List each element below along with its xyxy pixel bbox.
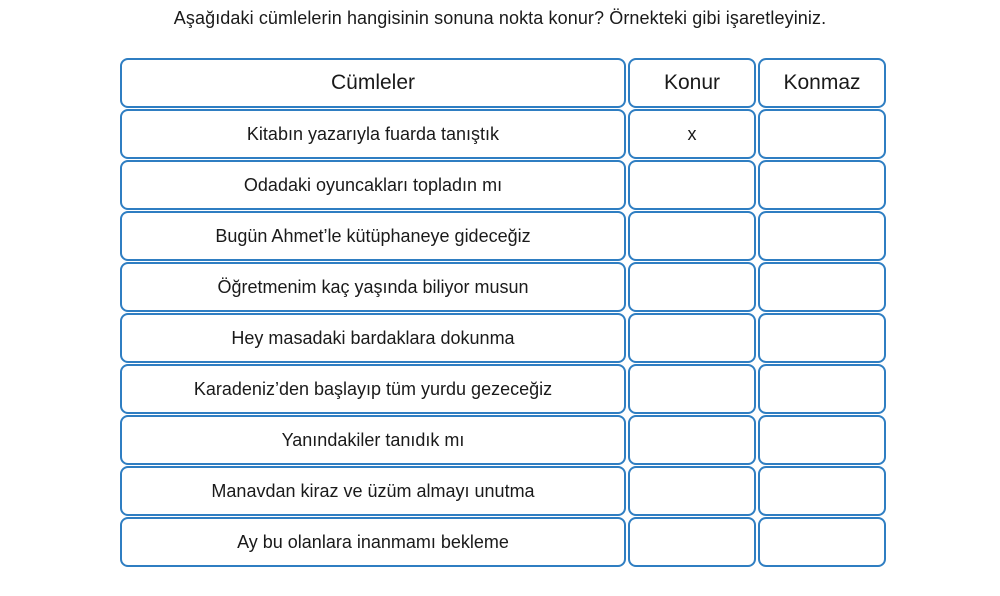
konmaz-checkbox-cell[interactable] <box>758 466 886 516</box>
sentence-cell: Bugün Ahmet’le kütüphaneye gideceğiz <box>120 211 626 261</box>
table-row <box>120 466 886 516</box>
konur-checkbox-cell[interactable] <box>628 517 756 567</box>
konur-checkbox-cell[interactable] <box>628 160 756 210</box>
konur-checkbox-cell[interactable] <box>628 364 756 414</box>
table-row <box>120 517 886 567</box>
konmaz-checkbox-cell[interactable] <box>758 109 886 159</box>
header-konmaz: Konmaz <box>758 58 886 108</box>
table-row <box>120 415 886 465</box>
sentence-cell: Ay bu olanlara inanmamı bekleme <box>120 517 626 567</box>
table-row <box>120 160 886 210</box>
table-row <box>120 364 886 414</box>
konmaz-checkbox-cell[interactable] <box>758 517 886 567</box>
konur-checkbox-cell[interactable] <box>628 262 756 312</box>
sentence-cell: Yanındakiler tanıdık mı <box>120 415 626 465</box>
konmaz-checkbox-cell[interactable] <box>758 160 886 210</box>
konmaz-checkbox-cell[interactable] <box>758 364 886 414</box>
sentence-cell: Odadaki oyuncakları topladın mı <box>120 160 626 210</box>
table-row <box>120 211 886 261</box>
konmaz-checkbox-cell[interactable] <box>758 313 886 363</box>
sentence-cell: Hey masadaki bardaklara dokunma <box>120 313 626 363</box>
sentence-cell: Manavdan kiraz ve üzüm almayı unutma <box>120 466 626 516</box>
sentence-cell: Kitabın yazarıyla fuarda tanıştık <box>120 109 626 159</box>
konur-checkbox-cell[interactable] <box>628 211 756 261</box>
table-row <box>120 262 886 312</box>
sentence-cell: Öğretmenim kaç yaşında biliyor musun <box>120 262 626 312</box>
konmaz-checkbox-cell[interactable] <box>758 211 886 261</box>
konur-checkbox-cell[interactable]: x <box>628 109 756 159</box>
konur-checkbox-cell[interactable] <box>628 466 756 516</box>
konmaz-checkbox-cell[interactable] <box>758 262 886 312</box>
header-sentences: Cümleler <box>120 58 626 108</box>
instruction-text: Aşağıdaki cümlelerin hangisinin sonuna nokta konur? Örnekteki gibi işaretleyiniz. <box>173 8 827 28</box>
table-row <box>120 313 886 363</box>
sentence-cell: Karadeniz’den başlayıp tüm yurdu gezeceğiz <box>120 364 626 414</box>
konmaz-checkbox-cell[interactable] <box>758 415 886 465</box>
table-header-row <box>120 58 886 108</box>
sentence-table <box>120 58 886 568</box>
header-konur: Konur <box>628 58 756 108</box>
konur-checkbox-cell[interactable] <box>628 415 756 465</box>
table-row <box>120 109 886 159</box>
konur-checkbox-cell[interactable] <box>628 313 756 363</box>
